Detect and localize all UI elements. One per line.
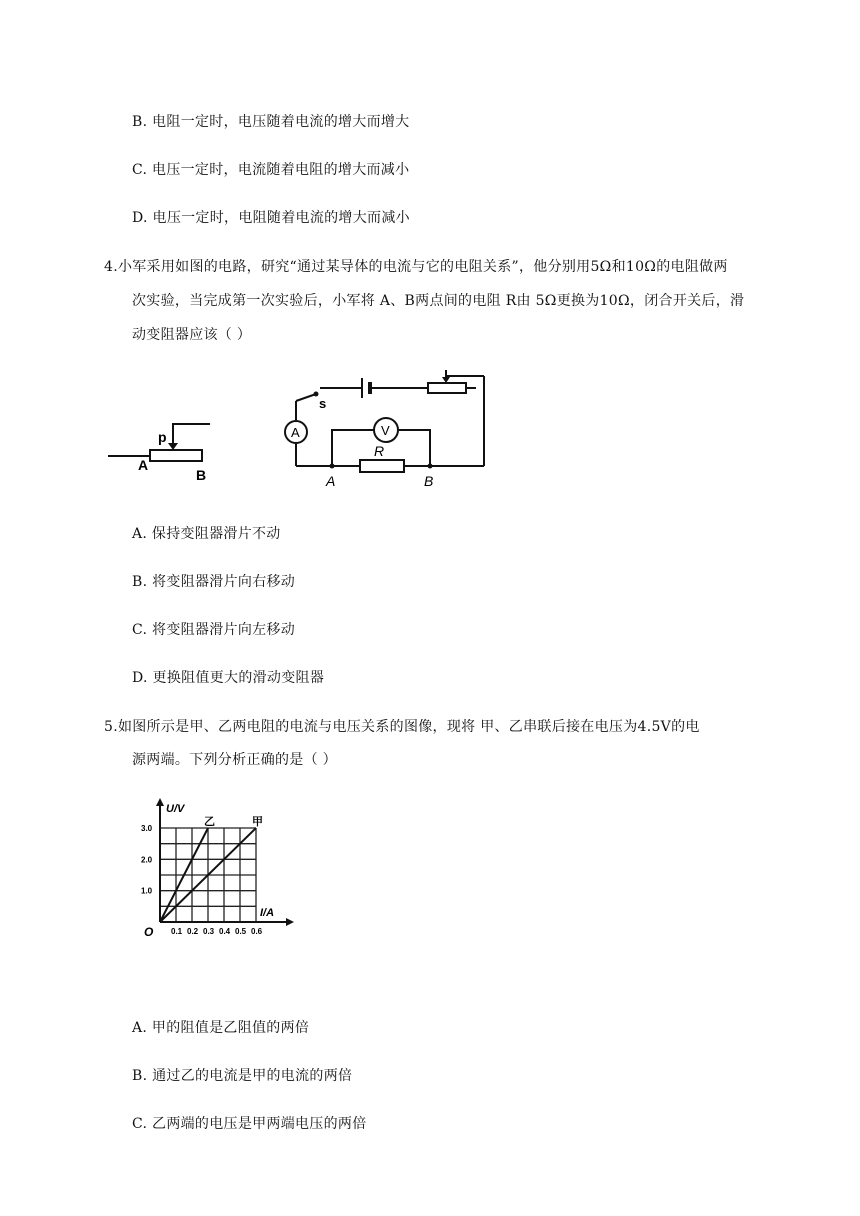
node-b-label: B bbox=[424, 473, 434, 489]
y-axis-label: U/V bbox=[166, 803, 185, 815]
q3-option-d: D. 电压一定时，电阻随着电流的增大而减小 bbox=[132, 210, 410, 226]
q5-option-a: A. 甲的阻值是乙阻值的两倍 bbox=[132, 1020, 310, 1036]
q4-option-a: A. 保持变阻器滑片不动 bbox=[132, 526, 281, 542]
q5-option-c: C. 乙两端的电压是甲两端电压的两倍 bbox=[132, 1116, 367, 1132]
series-label-jia: 甲 bbox=[252, 816, 263, 828]
q5-stem-line-2: 源两端。下列分析正确的是（ ） bbox=[132, 752, 337, 768]
q5-stem-line-1: 5.如图所示是甲、乙两电阻的电流与电压关系的图像，现将 甲、乙串联后接在电压为4.5V的电 bbox=[104, 719, 700, 735]
rheostat-label-p: p bbox=[158, 429, 167, 445]
rheostat-diagram bbox=[100, 410, 220, 490]
x-tick-label: 0.6 bbox=[251, 927, 263, 936]
x-tick-label: 0.3 bbox=[203, 927, 215, 936]
q4-option-c: C. 将变阻器滑片向左移动 bbox=[132, 622, 296, 638]
q3-option-c: C. 电压一定时，电流随着电阻的增大而减小 bbox=[132, 162, 410, 178]
ammeter-label: A bbox=[291, 425, 300, 440]
voltmeter-label: V bbox=[381, 423, 390, 438]
q4-option-b: B. 将变阻器滑片向右移动 bbox=[132, 574, 296, 590]
series-label-yi: 乙 bbox=[204, 816, 215, 828]
q4-stem-line-3: 动变阻器应该（ ） bbox=[132, 327, 252, 343]
q4-stem-line-2: 次实验，当完成第一次实验后，小军将 A、B两点间的电阻 R由 5Ω更换为10Ω，闭合开关后，滑 bbox=[132, 293, 745, 309]
x-axis-label: I/A bbox=[260, 907, 275, 919]
y-tick-label: 2.0 bbox=[141, 855, 153, 865]
x-axis-arrow bbox=[286, 918, 294, 926]
u-i-chart bbox=[138, 796, 298, 940]
switch-label: s bbox=[319, 396, 327, 411]
q3-option-b: B. 电阻一定时，电压随着电流的增大而增大 bbox=[132, 114, 410, 130]
q4-stem-line-1: 4.小军采用如图的电路，研究“通过某导体的电流与它的电阻关系”，他分别用5Ω和10Ω的电阻做两 bbox=[104, 259, 728, 275]
y-axis-arrow bbox=[156, 798, 164, 806]
x-tick-label: 0.4 bbox=[219, 927, 231, 936]
x-tick-label: 0.5 bbox=[235, 927, 247, 936]
node-a-label: A bbox=[326, 473, 336, 489]
rheostat-label-a: A bbox=[138, 457, 149, 473]
x-tick-label: 0.1 bbox=[171, 927, 183, 936]
resistor-label: R bbox=[374, 443, 385, 459]
q5-option-b: B. 通过乙的电流是甲的电流的两倍 bbox=[132, 1068, 353, 1084]
y-tick-label: 1.0 bbox=[141, 886, 153, 896]
origin-label: O bbox=[144, 925, 154, 939]
rheostat-label-b: B bbox=[196, 467, 207, 483]
circuit-diagram bbox=[276, 366, 496, 492]
q4-option-d: D. 更换阻值更大的滑动变阻器 bbox=[132, 670, 325, 686]
x-tick-label: 0.2 bbox=[187, 927, 199, 936]
y-tick-label: 3.0 bbox=[141, 824, 153, 833]
